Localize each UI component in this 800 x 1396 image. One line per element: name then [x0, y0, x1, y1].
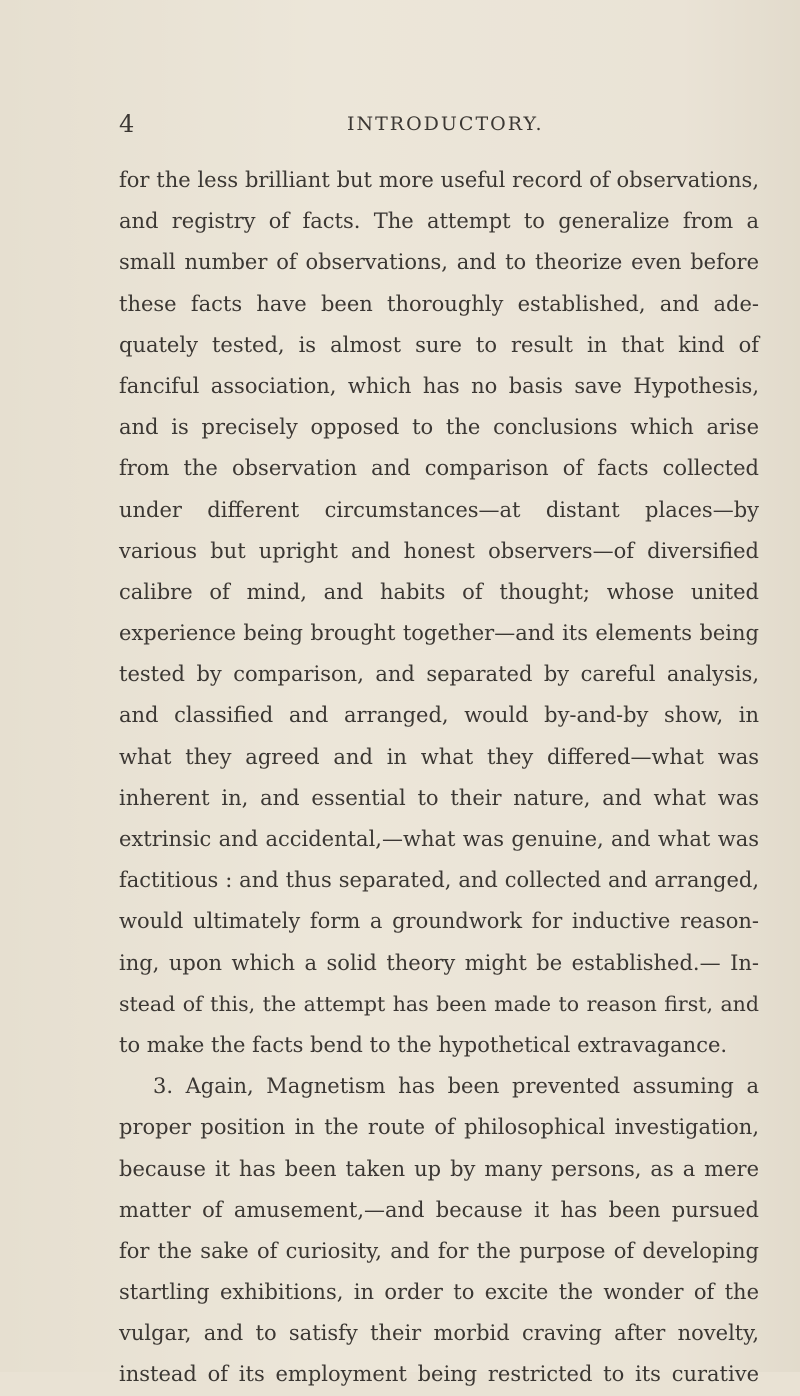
text-line: would ultimately form a groundwork for inductive reason- [119, 909, 759, 934]
running-head-title: INTRODUCTORY. [347, 113, 544, 135]
text-line: under different circumstances—at distant places—by [119, 497, 759, 522]
text-line: inherent in, and essential to their nature, and what was [119, 785, 759, 810]
text-line: tested by comparison, and separated by careful analysis, [119, 662, 759, 687]
text-line: various but upright and honest observers—of diversified [119, 538, 759, 563]
text-line: because it has been taken up by many persons, as a mere [119, 1156, 759, 1181]
page-number: 4 [119, 110, 135, 138]
running-head [119, 104, 759, 144]
text-line-paragraph-end: to make the facts bend to the hypothetical extravagance. [119, 1032, 728, 1057]
text-line: and registry of facts. The attempt to generalize from a [119, 209, 759, 234]
text-line: and classified and arranged, would by-and-by show, in [119, 703, 759, 728]
text-line: small number of observations, and to theorize even before [119, 250, 759, 275]
text-line: stead of this, the attempt has been made to reason first, and [119, 991, 759, 1016]
text-line: factitious : and thus separated, and collected and arranged, [119, 868, 759, 893]
text-line: startling exhibitions, in order to excite the wonder of the [119, 1280, 759, 1305]
text-line-paragraph-start: 3. Again, Magnetism has been prevented assuming a [153, 1074, 759, 1099]
text-line: proper position in the route of philosophical investigation, [119, 1115, 759, 1140]
text-line: for the sake of curiosity, and for the purpose of developing [119, 1238, 759, 1263]
text-line: fanciful association, which has no basis save Hypothesis, [119, 373, 759, 398]
text-line: matter of amusement,—and because it has been pursued [119, 1197, 759, 1222]
body-text [119, 160, 759, 1396]
text-line: from the observation and comparison of facts collected [119, 456, 759, 481]
text-line: extrinsic and accidental,—what was genuine, and what was [119, 827, 759, 851]
text-line: quately tested, is almost sure to result in that kind of [119, 332, 759, 357]
text-line: vulgar, and to satisfy their morbid craving after novelty, [119, 1321, 759, 1346]
text-line: ing, upon which a solid theory might be established.— In- [119, 950, 759, 975]
text-line: these facts have been thoroughly established, and ade- [119, 291, 759, 316]
text-line: calibre of mind, and habits of thought; whose united [119, 579, 759, 604]
text-line: for the less brilliant but more useful record of observations, [119, 168, 759, 192]
text-line: what they agreed and in what they differed—what was [119, 744, 759, 769]
text-line: experience being brought together—and its elements being [119, 621, 759, 646]
text-line: instead of its employment being restricted to its curative [119, 1362, 759, 1387]
text-line: and is precisely opposed to the conclusions which arise [119, 415, 759, 440]
